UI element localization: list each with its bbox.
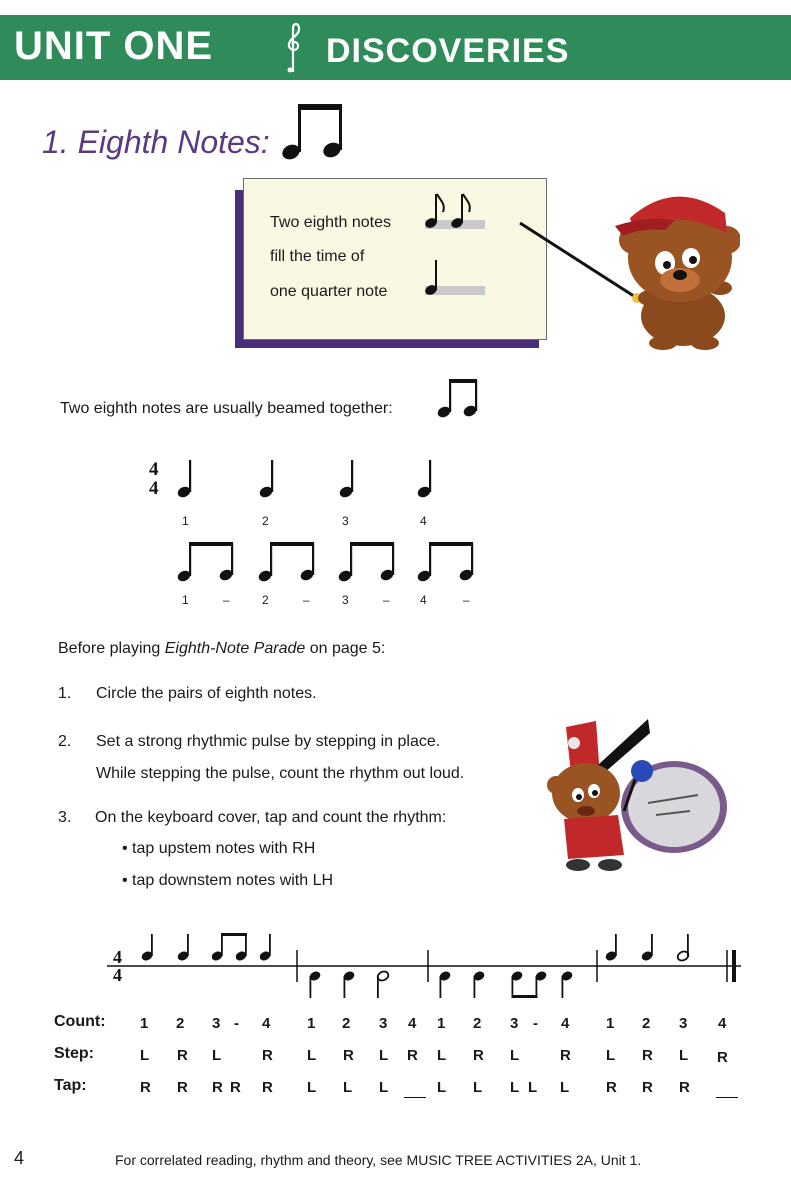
- count-cell: 3: [510, 1015, 519, 1032]
- step-cell: R: [343, 1047, 354, 1064]
- step-cell: R: [262, 1047, 273, 1064]
- quarter-note-down: [342, 970, 356, 998]
- step-cell: R: [642, 1047, 653, 1064]
- quarter-note-down: [560, 970, 574, 998]
- intro-after: on page 5:: [305, 640, 386, 657]
- tap-cell: R: [262, 1079, 273, 1096]
- tap-cell: R: [606, 1079, 617, 1096]
- eighth-count-and: –: [223, 593, 230, 607]
- eighth-count-4: 4: [420, 593, 427, 607]
- step-2-number: 2.: [58, 733, 72, 750]
- step-cell: L: [212, 1047, 222, 1064]
- tap-cell: R: [212, 1079, 223, 1096]
- step-cell: L: [379, 1047, 389, 1064]
- step-label: Step:: [54, 1045, 94, 1062]
- count-cell: 3: [212, 1015, 221, 1032]
- count-cell: 1: [606, 1015, 615, 1032]
- tap-label: Tap:: [54, 1077, 87, 1094]
- eighth-note-pair: [416, 542, 474, 583]
- staff-time-signature-bottom: 4: [113, 965, 122, 985]
- section-title: 1. Eighth Notes:: [42, 124, 270, 160]
- eighth-count-3: 3: [342, 593, 349, 607]
- count-cell: 1: [307, 1015, 316, 1032]
- step-2-text-line-2: While stepping the pulse, count the rhythm out loud.: [96, 765, 465, 782]
- step-cell: L: [510, 1047, 520, 1064]
- time-signature-top: 4: [149, 459, 159, 480]
- time-signature: [148, 458, 168, 498]
- count-cell: 4: [408, 1015, 417, 1032]
- time-signature-bottom: 4: [149, 478, 159, 498]
- quarter-count-2: 2: [262, 514, 269, 528]
- step-cell: R: [560, 1047, 571, 1064]
- intro-before: Before playing: [58, 640, 165, 657]
- quarter-note-down: [472, 970, 486, 998]
- tap-cell: R: [679, 1079, 690, 1096]
- tap-cell: L: [437, 1079, 447, 1096]
- bullet-1: • tap upstem notes with RH: [122, 840, 316, 857]
- quarter-note-up: [604, 934, 618, 962]
- tap-cell: L: [473, 1079, 483, 1096]
- half-note-up: [676, 934, 690, 962]
- step-cell: L: [437, 1047, 447, 1064]
- count-label: Count:: [54, 1013, 106, 1030]
- tap-rest-line: [716, 1097, 738, 1098]
- eighth-note-pair: [176, 542, 234, 583]
- eighth-count-2: 2: [262, 593, 269, 607]
- eighth-count-1: 1: [182, 593, 189, 607]
- step-1-text: Circle the pairs of eighth notes.: [96, 685, 317, 702]
- beamed-together-text: Two eighth notes are usually beamed together:: [60, 400, 393, 417]
- info-box-line-2: fill the time of: [270, 248, 365, 265]
- tap-cell: L: [307, 1079, 317, 1096]
- eighth-notes-row: [176, 540, 476, 584]
- count-cell: 2: [176, 1015, 185, 1032]
- tap-cell: R: [230, 1079, 241, 1096]
- count-cell: 4: [262, 1015, 271, 1032]
- count-cell: 2: [642, 1015, 651, 1032]
- rhythm-staff: [105, 928, 745, 1008]
- bullet-1-text: tap upstem notes with RH: [132, 840, 316, 857]
- quarter-count-3: 3: [342, 514, 349, 528]
- quarter-count-4: 4: [420, 514, 427, 528]
- footer-note: For correlated reading, rhythm and theory, see MUSIC TREE ACTIVITIES 2A, Unit 1.: [115, 1152, 642, 1168]
- quarter-note: [338, 460, 354, 499]
- tap-cell: R: [642, 1079, 653, 1096]
- quarter-note: [416, 460, 432, 499]
- eighth-count-and: –: [303, 593, 310, 607]
- bear-with-bass-drum-illustration: [538, 715, 733, 875]
- step-3-text: On the keyboard cover, tap and count the rhythm:: [95, 809, 447, 826]
- eighth-count-and: –: [463, 593, 470, 607]
- bullet-2: • tap downstem notes with LH: [122, 872, 334, 889]
- quarter-note-down: [308, 970, 322, 998]
- info-box-line-1: Two eighth notes: [270, 214, 391, 231]
- step-2-text: Set a strong rhythmic pulse by stepping in place.: [96, 733, 441, 750]
- staff-time-signature-top: 4: [113, 947, 122, 967]
- eighth-note-pair: [257, 542, 315, 583]
- tap-cell: L: [343, 1079, 353, 1096]
- quarter-note-up: [640, 934, 654, 962]
- half-note-down: [376, 970, 390, 998]
- count-cell: -: [234, 1015, 239, 1032]
- quarter-note-up: [176, 934, 190, 962]
- step-cell: R: [473, 1047, 484, 1064]
- step-cell: L: [606, 1047, 616, 1064]
- info-box-line-3: one quarter note: [270, 283, 388, 300]
- eighth-note-pair: [337, 542, 395, 583]
- step-1-number: 1.: [58, 685, 72, 702]
- count-cell: 1: [140, 1015, 149, 1032]
- intro-line: [58, 640, 385, 658]
- count-cell: 4: [561, 1015, 570, 1032]
- tap-cell: L: [510, 1079, 520, 1096]
- eighth-pair-up: [210, 933, 248, 962]
- step-cell: R: [717, 1049, 728, 1066]
- quarter-count-1: 1: [182, 514, 189, 528]
- treble-clef-icon: [282, 20, 304, 76]
- quarter-note-down: [438, 970, 452, 998]
- eighth-equals-quarter-notes-icon: [420, 190, 490, 305]
- piece-title: Eighth-Note Parade: [164, 640, 306, 657]
- tap-cell: R: [140, 1079, 151, 1096]
- step-cell: L: [679, 1047, 689, 1064]
- tap-rest-line: [404, 1097, 426, 1098]
- quarter-note-up: [258, 934, 272, 962]
- tap-cell: R: [177, 1079, 188, 1096]
- bullet-2-text: tap downstem notes with LH: [132, 872, 334, 889]
- eighth-pair-down: [510, 970, 548, 998]
- bear-with-pointer-illustration: [515, 178, 740, 353]
- beamed-eighth-notes-icon: [280, 100, 350, 162]
- tap-cell: L: [560, 1079, 570, 1096]
- step-cell: L: [140, 1047, 150, 1064]
- quarter-note-up: [140, 934, 154, 962]
- tap-cell: L: [379, 1079, 389, 1096]
- section-subtitle: DISCOVERIES: [326, 32, 570, 70]
- count-cell: 3: [379, 1015, 388, 1032]
- tap-cell: L: [528, 1079, 538, 1096]
- step-cell: R: [177, 1047, 188, 1064]
- beamed-eighth-pair-icon: [436, 377, 480, 419]
- count-cell: 2: [473, 1015, 482, 1032]
- unit-title: UNIT ONE: [14, 24, 214, 68]
- count-cell: 4: [718, 1015, 727, 1032]
- count-cell: 2: [342, 1015, 351, 1032]
- count-cell: 3: [679, 1015, 688, 1032]
- quarter-notes-row: [176, 456, 446, 500]
- quarter-note: [258, 460, 274, 499]
- step-cell: L: [307, 1047, 317, 1064]
- count-cell: 1: [437, 1015, 446, 1032]
- page-number: 4: [14, 1148, 25, 1168]
- quarter-note: [176, 460, 192, 499]
- count-cell: -: [533, 1015, 538, 1032]
- eighth-count-and: –: [383, 593, 390, 607]
- step-3-number: 3.: [58, 809, 72, 826]
- step-cell: R: [407, 1047, 418, 1064]
